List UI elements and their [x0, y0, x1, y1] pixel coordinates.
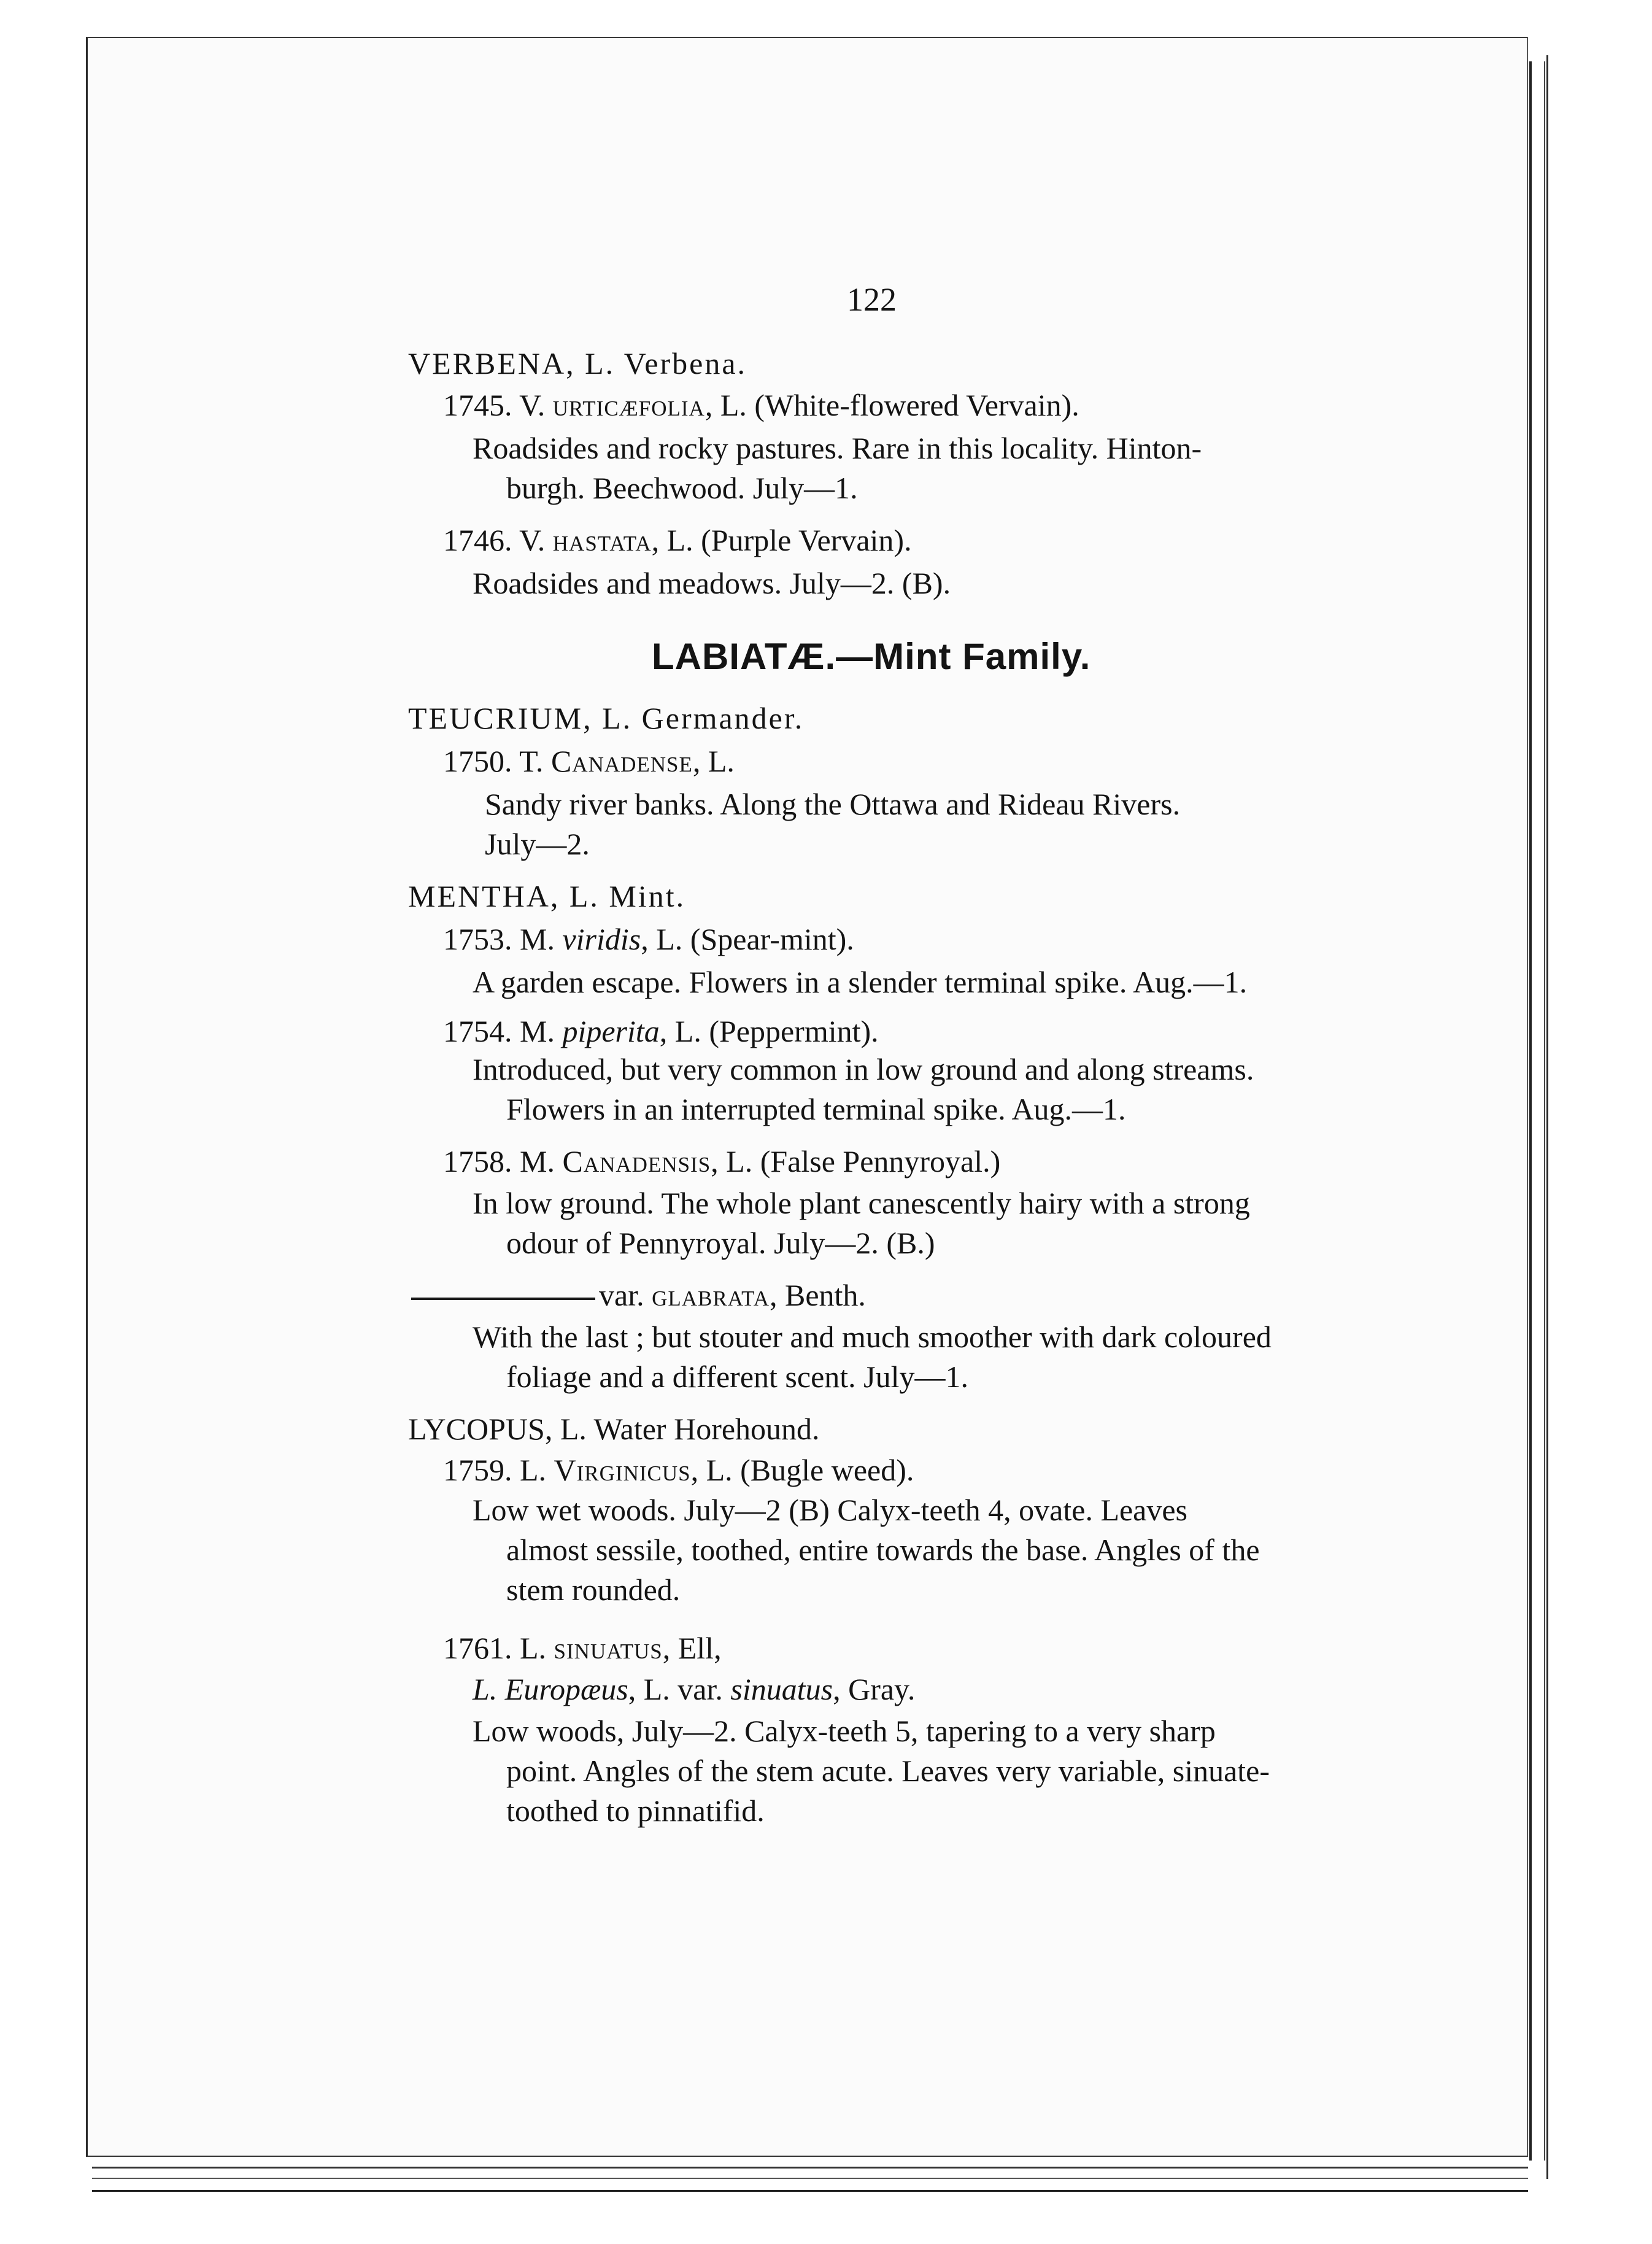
description-line: burgh. Beechwood. July—1. [506, 471, 858, 505]
description-line: Sandy river banks. Along the Ottawa and Rideau Rivers. [485, 787, 1181, 821]
species-1759: 1759. L. Virginicus, L. (Bugle weed). [443, 1453, 914, 1487]
description-line: With the last ; but stouter and much smoother with dark coloured [473, 1320, 1272, 1354]
description-line: July—2. [485, 827, 590, 861]
description-line: Flowers in an interrupted terminal spike. Aug.—1. [506, 1092, 1126, 1126]
species-1758: 1758. M. Canadensis, L. (False Pennyroyal.) [443, 1144, 1001, 1178]
synonym-line: L. Europæus, L. var. sinuatus, Gray. [473, 1672, 916, 1706]
description-line: toothed to pinnatifid. [506, 1793, 765, 1828]
description-line: A garden escape. Flowers in a slender terminal spike. Aug.—1. [473, 965, 1248, 999]
species-1753: 1753. M. viridis, L. (Spear-mint). [443, 922, 854, 956]
page-edge-bottom [92, 2167, 1528, 2169]
description-line: Roadsides and rocky pastures. Rare in this locality. Hinton- [473, 431, 1202, 465]
genus-heading-lycopus: LYCOPUS, L. Water Horehound. [408, 1412, 820, 1446]
ditto-rule [411, 1298, 595, 1300]
page-edge-right-outer [1546, 55, 1553, 2179]
page-edge-right [1529, 61, 1545, 2161]
description-line: foliage and a different scent. July—1. [506, 1360, 969, 1394]
genus-heading-teucrium: TEUCRIUM, L. Germander. [408, 701, 805, 735]
genus-heading-verbena: VERBENA, L. Verbena. [408, 346, 747, 381]
description-line: Low woods, July—2. Calyx-teeth 5, tapering to a very sharp [473, 1714, 1216, 1748]
description-line: odour of Pennyroyal. July—2. (B.) [506, 1226, 935, 1260]
species-1754: 1754. M. piperita, L. (Peppermint). [443, 1014, 879, 1048]
species-1750: 1750. T. Canadense, L. [443, 744, 735, 778]
species-1746: 1746. V. hastata, L. (Purple Vervain). [443, 523, 912, 557]
description-line: point. Angles of the stem acute. Leaves very variable, sinuate- [506, 1754, 1270, 1788]
description-line: In low ground. The whole plant canescently hairy with a strong [473, 1186, 1250, 1220]
description-line: stem rounded. [506, 1573, 681, 1607]
species-1745: 1745. V. urticæfolia, L. (White-flowered Vervain). [443, 388, 1079, 422]
page-edge-bottom [92, 2190, 1528, 2192]
description-line: Low wet woods. July—2 (B) Calyx-teeth 4, ovate. Leaves [473, 1493, 1188, 1527]
description-line: almost sessile, toothed, entire towards the base. Angles of the [506, 1533, 1260, 1567]
page-edge-bottom [92, 2178, 1528, 2179]
variety-glabrata: var. glabrata, Benth. [411, 1277, 866, 1314]
species-1761: 1761. L. sinuatus, Ell, [443, 1631, 722, 1665]
page-number: 122 [847, 281, 897, 318]
genus-heading-mentha: MENTHA, L. Mint. [408, 879, 686, 913]
description-line: Roadsides and meadows. July—2. (B). [473, 566, 951, 600]
description-line: Introduced, but very common in low ground and along streams. [473, 1052, 1254, 1086]
family-heading: LABIATÆ.—Mint Family. [652, 636, 1091, 677]
